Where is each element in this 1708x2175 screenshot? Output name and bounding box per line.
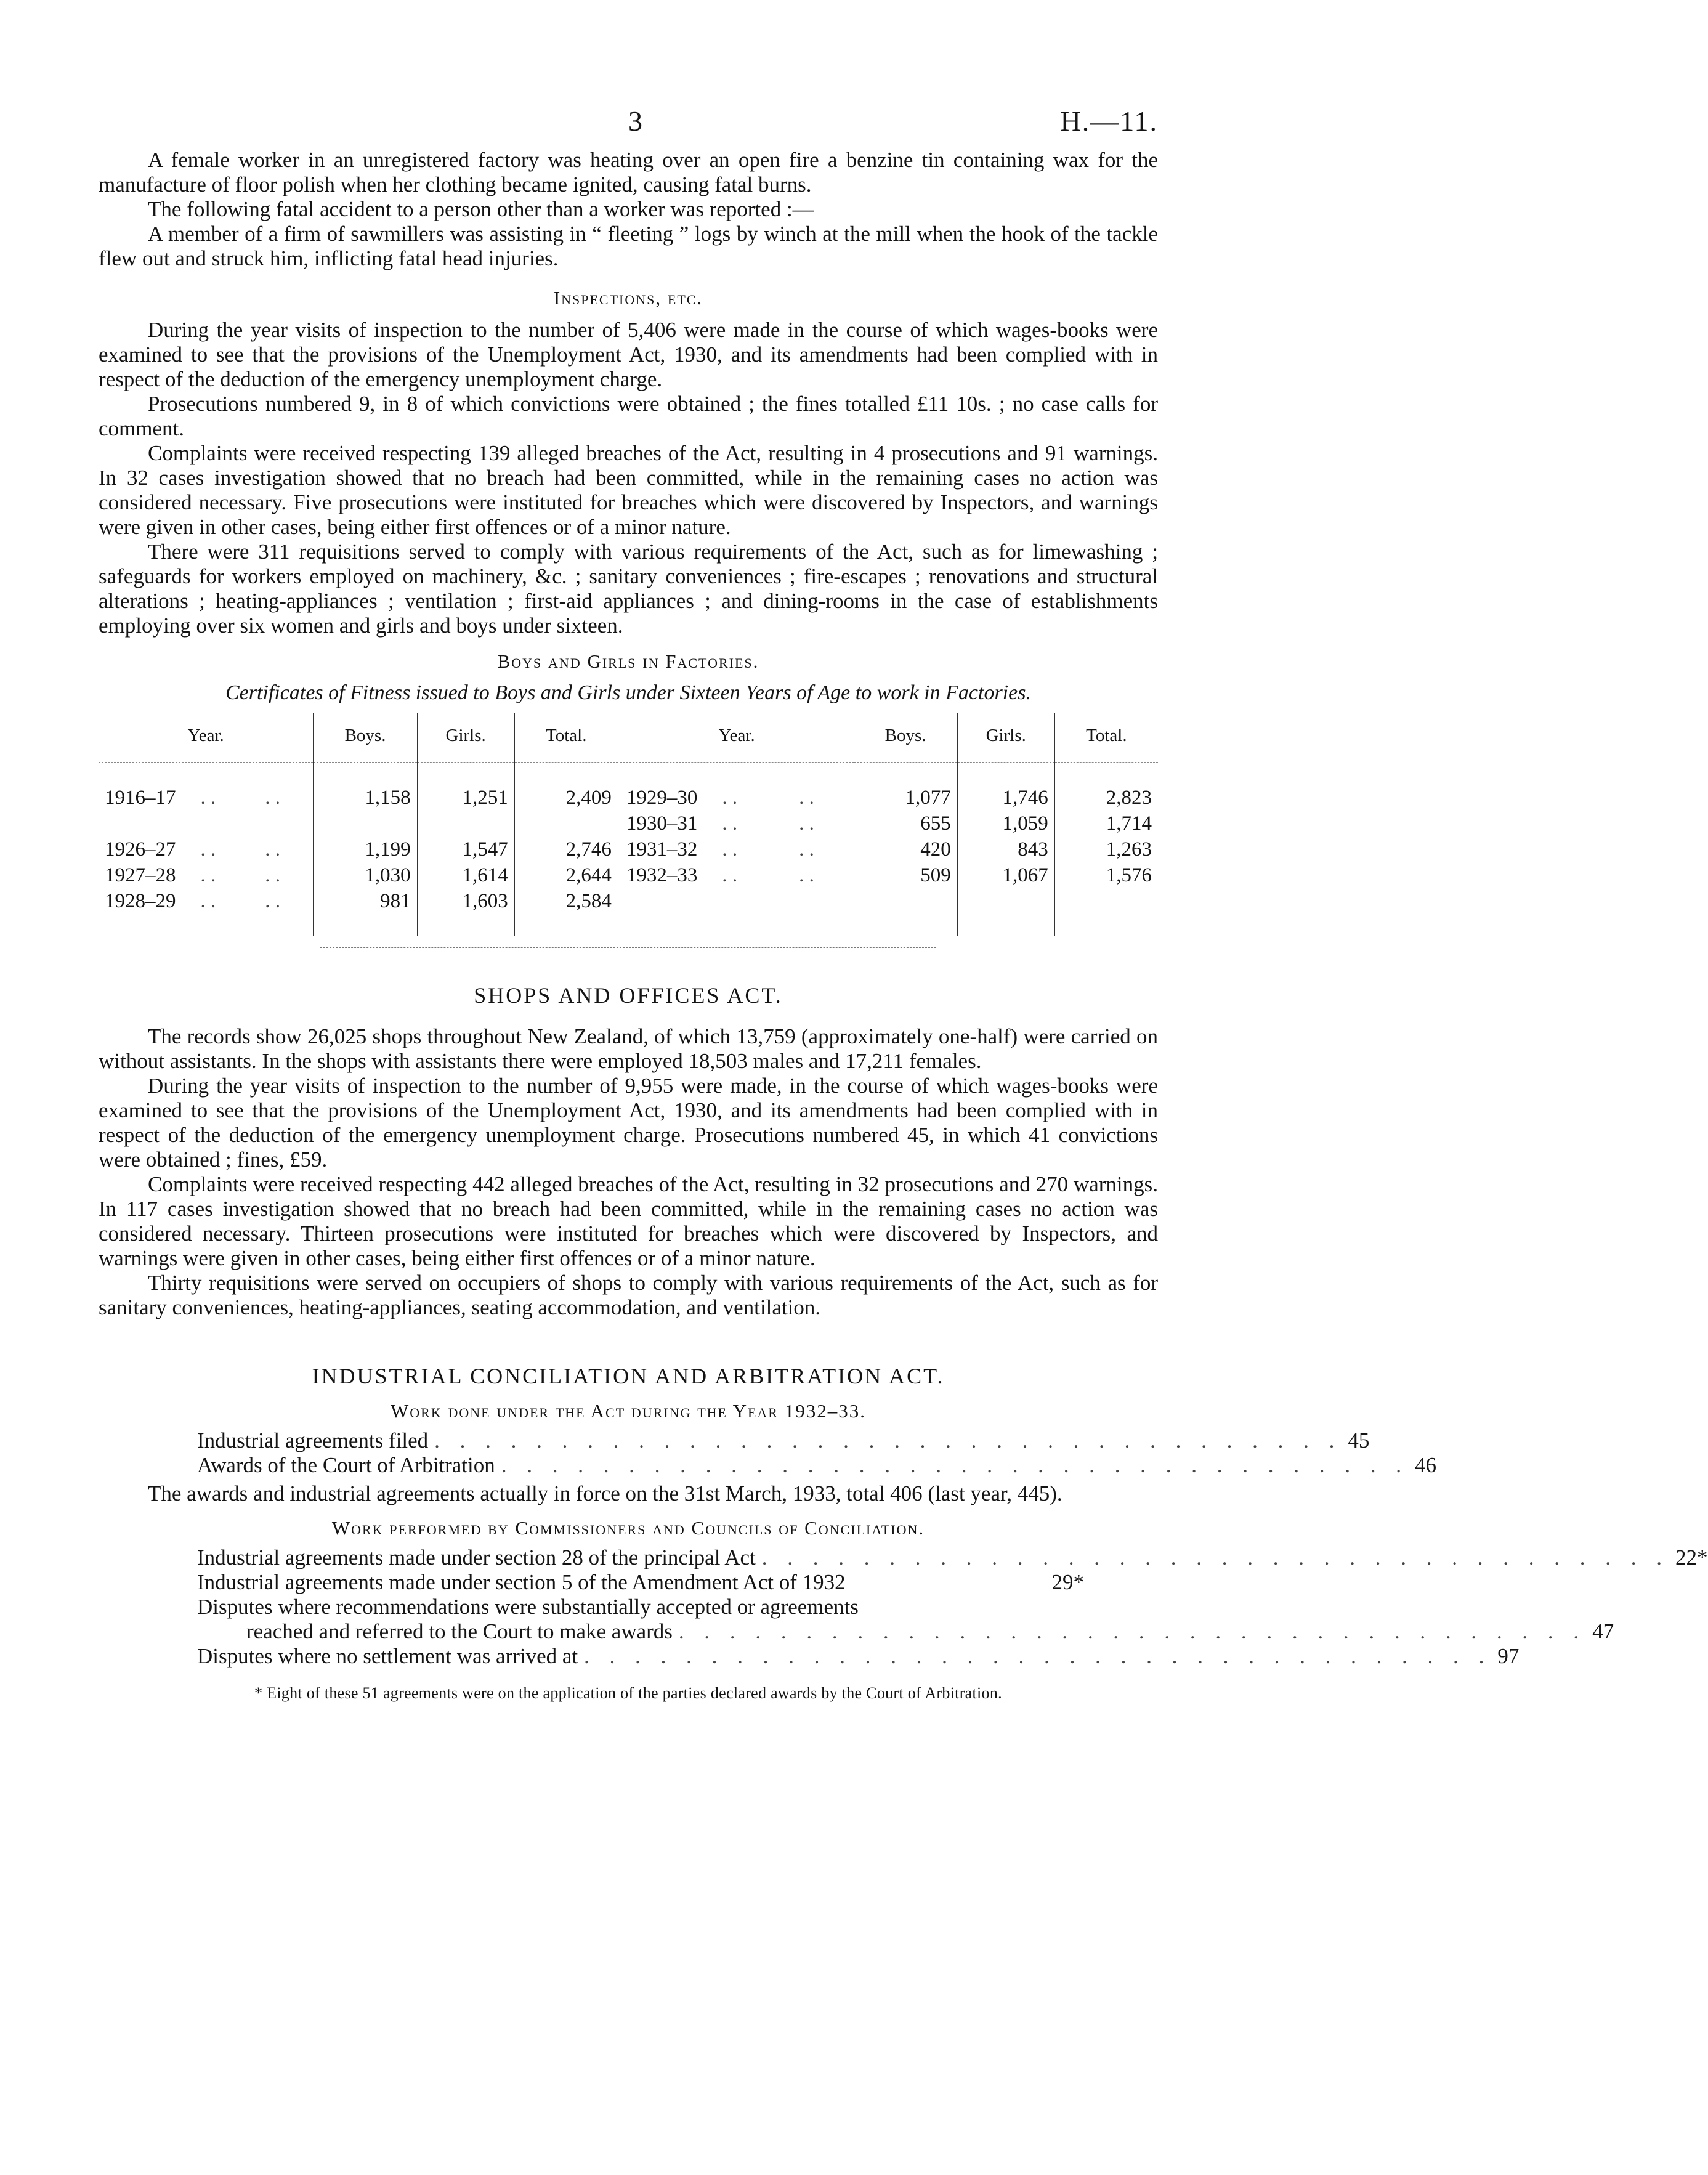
girls-cell: 1,603 xyxy=(417,888,514,914)
girls-cell: 1,547 xyxy=(417,836,514,862)
inspections-section xyxy=(99,318,1158,638)
year-cell: 1929–30 . . . . xyxy=(619,785,854,811)
year-cell: 1926–27 . . . . xyxy=(105,838,280,861)
year-cell: 1932–33 . . . . xyxy=(619,862,854,888)
list-item: Industrial agreements made under section 28 of the principal Act . . . . . . . . . . . . . . . . . . . . . . . . . . . . . . . . . . . . 22* xyxy=(197,1545,1708,1569)
total-cell: 2,584 xyxy=(514,888,619,914)
commissioners-list xyxy=(197,1545,1708,1669)
arbitration-heading: INDUSTRIAL CONCILIATION AND ARBITRATION ACT. xyxy=(312,1364,945,1388)
certificates-table xyxy=(99,713,1158,936)
year-cell: 1930–31 . . . . xyxy=(619,811,854,836)
table-row xyxy=(99,785,1158,811)
table-divider xyxy=(320,947,936,948)
column-header: Total. xyxy=(1054,713,1158,763)
paragraph: A female worker in an unregistered factory was heating over an open fire a benzine tin containing wax for the manufacture of floor polish when her clothing became ignited, causing fatal burns. xyxy=(99,148,1158,196)
work-done-heading: Work done under the Act during the Year 1932–33. xyxy=(391,1400,866,1422)
document-reference: H.—11. xyxy=(1060,105,1158,137)
paragraph: Complaints were received respecting 442 alleged breaches of the Act, resulting in 32 prosecutions and 270 warnings. In 117 cases investigation showed that no breach had been committed, while in the remaining cases no action was considered necessary. Thirteen prosecutions were instituted for breaches which were discovered by Inspectors, and warnings were given in other cases, being either first offences or of a minor nature. xyxy=(99,1172,1158,1270)
table-row xyxy=(99,888,1158,914)
list-item: reached and referred to the Court to make awards . . . . . . . . . . . . . . . . . . . . . . . . . . . . . . . . . . . . 47 xyxy=(246,1619,1614,1643)
column-header: Boys. xyxy=(854,713,957,763)
girls-cell xyxy=(957,888,1054,914)
paragraph: Prosecutions numbered 9, in 8 of which convictions were obtained ; the fines totalled £11 10s. ; no case calls for comment. xyxy=(99,392,1158,440)
shops-section xyxy=(99,1024,1158,1320)
paragraph: Thirty requisitions were served on occupiers of shops to comply with various requirements of the Act, such as for sanitary conveniences, heating-appliances, seating accommodation, and ventilation. xyxy=(99,1271,1158,1319)
total-cell: 2,823 xyxy=(1054,785,1158,811)
boys-cell: 420 xyxy=(854,836,957,862)
footnote: * Eight of these 51 agreements were on the application of the parties declared awards by the Court of Arbitration. xyxy=(254,1684,1002,1702)
paragraph: During the year visits of inspection to the number of 5,406 were made in the course of which wages-books were examined to see that the provisions of the Unemployment Act, 1930, and its amendments had been complied with in respect of the deduction of the emergency unemployment charge. xyxy=(99,318,1158,391)
year-cell: 1927–28 . . . . xyxy=(105,864,280,886)
year-cell: 1928–29 . . . . xyxy=(105,890,280,912)
total-cell xyxy=(1054,888,1158,914)
boys-girls-heading: Boys and Girls in Factories. xyxy=(497,650,759,672)
list-item: Industrial agreements filed . . . . . . . . . . . . . . . . . . . . . . . . . . . . . . . . . . . . 45 xyxy=(197,1428,1370,1452)
girls-cell: 1,614 xyxy=(417,862,514,888)
total-cell xyxy=(514,811,619,836)
shops-heading: SHOPS AND OFFICES ACT. xyxy=(474,983,783,1008)
boys-cell: 1,030 xyxy=(314,862,417,888)
document-page xyxy=(99,105,1708,1703)
column-header: Year. xyxy=(619,713,854,763)
inspections-heading: Inspections, etc. xyxy=(553,287,703,309)
total-cell: 2,409 xyxy=(514,785,619,811)
girls-cell: 1,251 xyxy=(417,785,514,811)
boys-cell xyxy=(854,888,957,914)
page-number: 3 xyxy=(628,105,642,137)
list-item: Awards of the Court of Arbitration . . . . . . . . . . . . . . . . . . . . . . . . . . . . . . . . . . . . 46 xyxy=(197,1453,1437,1477)
year-cell xyxy=(619,888,854,914)
certificates-subtitle: Certificates of Fitness issued to Boys and Girls under Sixteen Years of Age to work in Factories. xyxy=(225,681,1031,704)
page-header xyxy=(99,105,1158,148)
total-cell: 1,714 xyxy=(1054,811,1158,836)
table-header-row xyxy=(99,713,1158,763)
total-cell: 2,644 xyxy=(514,862,619,888)
girls-cell: 1,746 xyxy=(957,785,1054,811)
total-cell: 1,263 xyxy=(1054,836,1158,862)
list-item: Disputes where recommendations were substantially accepted or agreements xyxy=(197,1595,859,1619)
column-header: Boys. xyxy=(314,713,417,763)
total-cell: 2,746 xyxy=(514,836,619,862)
total-cell: 1,576 xyxy=(1054,862,1158,888)
boys-cell: 1,199 xyxy=(314,836,417,862)
column-header: Year. xyxy=(99,713,314,763)
boys-cell xyxy=(314,811,417,836)
boys-cell: 981 xyxy=(314,888,417,914)
year-cell: 1916–17 . . . . xyxy=(105,787,280,809)
paragraph: The following fatal accident to a person other than a worker was reported :— xyxy=(148,197,814,221)
paragraph: A member of a firm of sawmillers was assisting in “ fleeting ” logs by winch at the mill when the hook of the tackle flew out and struck him, inflicting fatal head injuries. xyxy=(99,222,1158,270)
girls-cell: 843 xyxy=(957,836,1054,862)
paragraph: Complaints were received respecting 139 alleged breaches of the Act, resulting in 4 prosecutions and 91 warnings. In 32 cases investigation showed that no breach had been committed, while in the remaining cases no action was considered necessary. Five prosecutions were instituted for breaches which were discovered by Inspectors, and warnings were given in other cases, being either first offences or of a minor nature. xyxy=(99,441,1158,539)
list-item: Disputes where no settlement was arrived at . . . . . . . . . . . . . . . . . . . . . . . . . . . . . . . . . . . . 97 xyxy=(197,1644,1520,1668)
work-done-list xyxy=(197,1428,1437,1478)
column-header: Girls. xyxy=(957,713,1054,763)
girls-cell: 1,059 xyxy=(957,811,1054,836)
boys-cell: 1,158 xyxy=(314,785,417,811)
paragraph: During the year visits of inspection to the number of 9,955 were made, in the course of which wages-books were examined to see that the provisions of the Unemployment Act, 1930, and its amendments had been complied with in respect of the deduction of the emergency unemployment charge. Prosecutions numbered 45, in which 41 convictions were obtained ; fines, £59. xyxy=(99,1074,1158,1172)
boys-cell: 509 xyxy=(854,862,957,888)
table-row xyxy=(99,862,1158,888)
boys-cell: 1,077 xyxy=(854,785,957,811)
year-cell: 1931–32 . . . . xyxy=(619,836,854,862)
table-row xyxy=(99,836,1158,862)
year-cell xyxy=(99,811,314,836)
intro-section xyxy=(99,148,1158,271)
column-header: Total. xyxy=(514,713,619,763)
column-header: Girls. xyxy=(417,713,514,763)
boys-cell: 655 xyxy=(854,811,957,836)
commissioners-heading: Work performed by Commissioners and Councils of Conciliation. xyxy=(331,1517,925,1539)
in-force-paragraph: The awards and industrial agreements actually in force on the 31st March, 1933, total 406 (last year, 445). xyxy=(148,1481,1062,1505)
paragraph: There were 311 requisitions served to comply with various requirements of the Act, such as for limewashing ; safeguards for workers employed on machinery, &c. ; sanitary conveniences ; fire-escapes ; renovations and structural alterations ; heating-appliances ; ventilation ; first-aid appliances ; and dining-rooms in the case of establishments employing over six women and girls and boys under sixteen. xyxy=(99,540,1158,638)
list-item: Industrial agreements made under section 5 of the Amendment Act of 1932 29* xyxy=(197,1570,1084,1594)
girls-cell: 1,067 xyxy=(957,862,1054,888)
girls-cell xyxy=(417,811,514,836)
paragraph: The records show 26,025 shops throughout New Zealand, of which 13,759 (approximately one-half) were carried on without assistants. In the shops with assistants there were employed 18,503 males and 17,211 females. xyxy=(99,1024,1158,1073)
table-row xyxy=(99,811,1158,836)
